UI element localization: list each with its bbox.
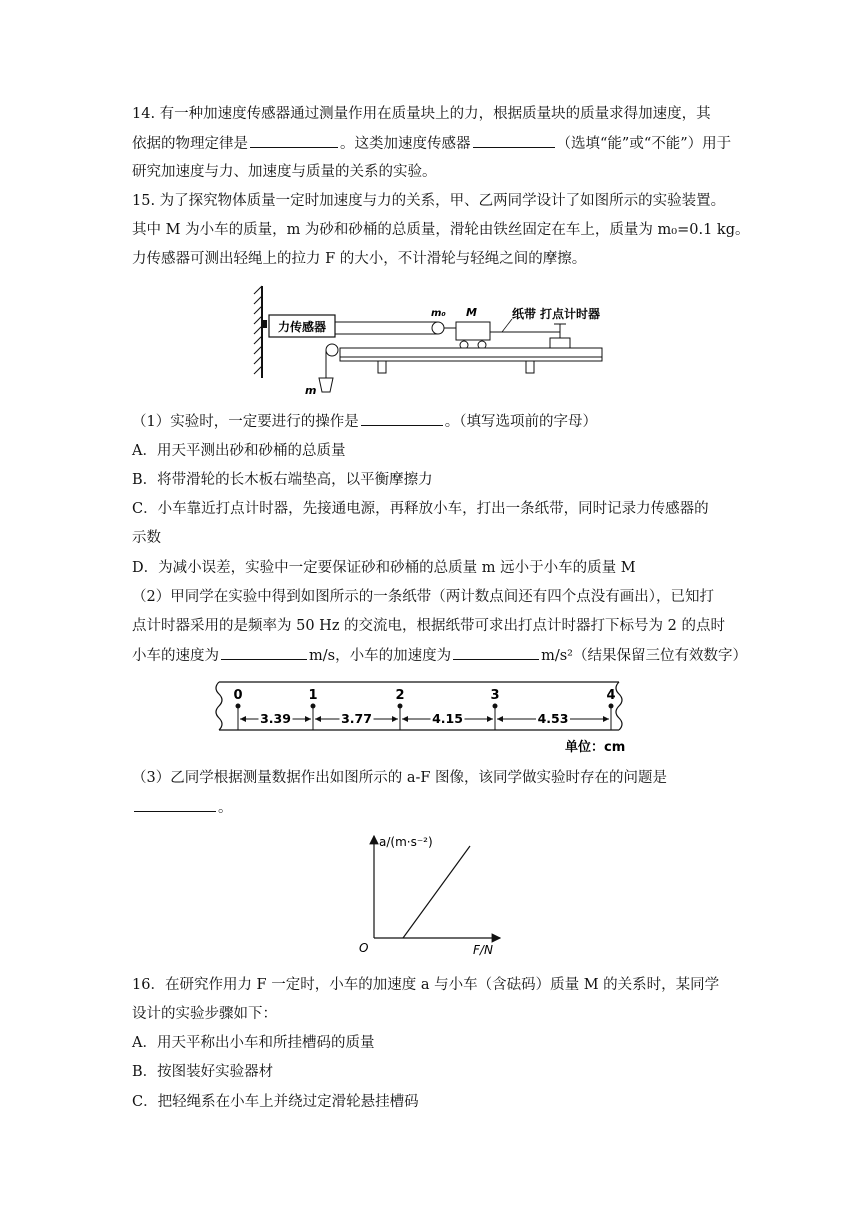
tape-marks <box>233 688 615 730</box>
tape-label: 纸带 <box>512 307 537 321</box>
tape-point-label: 3 <box>490 688 500 703</box>
q15-part2-line2: 点计时器采用的是频率为 50 Hz 的交流电，根据纸带可求出打点计时器打下标号为 2 的点时 <box>132 618 726 634</box>
part1-blank[interactable] <box>361 411 443 426</box>
q15-option-a: A．用天平测出砂和砂桶的总质量 <box>132 443 346 459</box>
part2-text-b: m/s，小车的加速度为 <box>309 648 452 664</box>
tape-point-label: 4 <box>606 688 616 703</box>
q14-line3: 研究加速度与力、加速度与质量的关系的实验。 <box>132 164 437 180</box>
q14-blank-2[interactable] <box>473 133 555 148</box>
y-axis-label: a/(m·s⁻²) <box>379 835 433 849</box>
timer-body <box>550 338 570 348</box>
q16-option-a: A．用天平称出小车和所挂槽码的质量 <box>132 1035 375 1051</box>
q16-option-b: B．按图装好实验器材 <box>132 1064 274 1080</box>
tape-point-dot <box>493 704 498 709</box>
q15-part3-line2 <box>132 797 233 818</box>
wall-hatch <box>254 286 262 374</box>
car-pulley <box>432 322 444 334</box>
sensor-label: 力传感器 <box>277 320 327 334</box>
car-body <box>456 322 490 340</box>
long-board-bottom <box>340 357 602 361</box>
distance-label: 3.39 <box>260 711 291 726</box>
x-axis-label: F/N <box>473 943 493 957</box>
tape-point-label: 0 <box>233 688 243 703</box>
distance-arrow-head <box>402 716 408 722</box>
part2-text-a: 小车的速度为 <box>132 648 219 664</box>
q14-blank-1[interactable] <box>250 133 338 148</box>
distance-label: 4.53 <box>537 711 569 726</box>
tape-point-dot <box>236 704 241 709</box>
tape-leader <box>502 319 512 332</box>
q14-line1: 14. 有一种加速度传感器通过测量作用在质量块上的力，根据质量块的质量求得加速度，其 <box>132 106 711 122</box>
distance-arrow-head <box>603 716 609 722</box>
tape-left-edge <box>216 682 222 730</box>
q14-line2 <box>132 133 731 154</box>
distance-arrow-head <box>315 716 321 722</box>
m0-label: m₀ <box>431 308 446 319</box>
distance-arrow-head <box>392 716 398 722</box>
q15-option-d: D．为减小误差，实验中一定要保证砂和砂桶的总质量 m 远小于小车的质量 M <box>132 560 636 576</box>
tape-point-dot <box>398 704 403 709</box>
q15-option-c-line1: C．小车靠近打点计时器，先接通电源，再释放小车，打出一条纸带，同时记录力传感器的 <box>132 501 709 517</box>
q14-line2-text-a: 依据的物理定律是 <box>132 136 248 152</box>
q15-part3-line1: （3）乙同学根据测量数据作出如图所示的 a-F 图像，该同学做实验时存在的问题是 <box>132 770 668 786</box>
q16-option-c: C．把轻绳系在小车上并绕过定滑轮悬挂槽码 <box>132 1094 419 1110</box>
q16-line1: 16．在研究作用力 F 一定时，小车的加速度 a 与小车（含砝码）质量 M 的关系时，某同学 <box>132 977 720 993</box>
paper-tape-figure <box>205 676 645 756</box>
distance-label: 3.77 <box>341 711 372 726</box>
part1-text: （1）实验时，一定要进行的操作是 <box>132 414 359 430</box>
fixed-pulley <box>326 344 338 356</box>
tape-point-dot <box>609 704 614 709</box>
q15-line1: 15. 为了探究物体质量一定时加速度与力的关系，甲、乙两同学设计了如图所示的实验装置。 <box>132 193 726 209</box>
part2-text-c: m/s²（结果保留三位有效数字） <box>541 648 747 664</box>
q15-line3: 力传感器可测出轻绳上的拉力 F 的大小，不计滑轮与轻绳之间的摩擦。 <box>132 251 587 267</box>
a-F-graph <box>355 828 515 958</box>
part3-end: 。 <box>218 800 233 816</box>
apparatus-figure <box>250 282 606 402</box>
sensor-mount <box>262 320 267 328</box>
distance-label: 4.15 <box>432 711 463 726</box>
origin-label: O <box>359 941 369 955</box>
tape-point-dot <box>311 704 316 709</box>
q15-option-b: B．将带滑轮的长木板右端垫高，以平衡摩擦力 <box>132 472 433 488</box>
acceleration-blank[interactable] <box>453 645 539 660</box>
board-leg-right <box>526 361 534 373</box>
M-label: M <box>466 306 477 319</box>
velocity-blank[interactable] <box>221 645 307 660</box>
q15-option-c-line2: 示数 <box>132 530 161 546</box>
a-F-line <box>403 846 470 938</box>
distance-arrow-head <box>497 716 503 722</box>
m-label: m <box>305 384 317 397</box>
q15-part1 <box>132 411 597 432</box>
q15-part2-line1: （2）甲同学在实验中得到如图所示的一条纸带（两计数点间还有四个点没有画出），已知打 <box>132 589 714 605</box>
q15-line2: 其中 M 为小车的质量，m 为砂和砂桶的总质量，滑轮由铁丝固定在车上，质量为 m₀=0.1 kg。 <box>132 222 750 238</box>
q15-part2-line3 <box>132 645 747 666</box>
long-board-top <box>340 348 602 357</box>
part3-blank[interactable] <box>134 797 216 812</box>
part1-end: 。（填写选项前的字母） <box>444 414 597 430</box>
q14-line2-text-b: 。这类加速度传感器 <box>340 136 471 152</box>
tape-point-label: 1 <box>308 688 318 703</box>
tape-unit: 单位：cm <box>565 740 626 755</box>
tape-right-edge <box>616 682 622 730</box>
tape-point-label: 2 <box>395 688 405 703</box>
distance-arrow-head <box>240 716 246 722</box>
distance-arrow-head <box>487 716 493 722</box>
distance-arrow-head <box>305 716 311 722</box>
q14-line2-text-c: （选填“能”或“不能”）用于 <box>556 136 732 152</box>
q16-line2: 设计的实验步骤如下： <box>132 1006 277 1022</box>
board-leg-left <box>378 361 386 373</box>
sand-bucket <box>319 378 333 392</box>
timer-label: 打点计时器 <box>540 307 601 321</box>
